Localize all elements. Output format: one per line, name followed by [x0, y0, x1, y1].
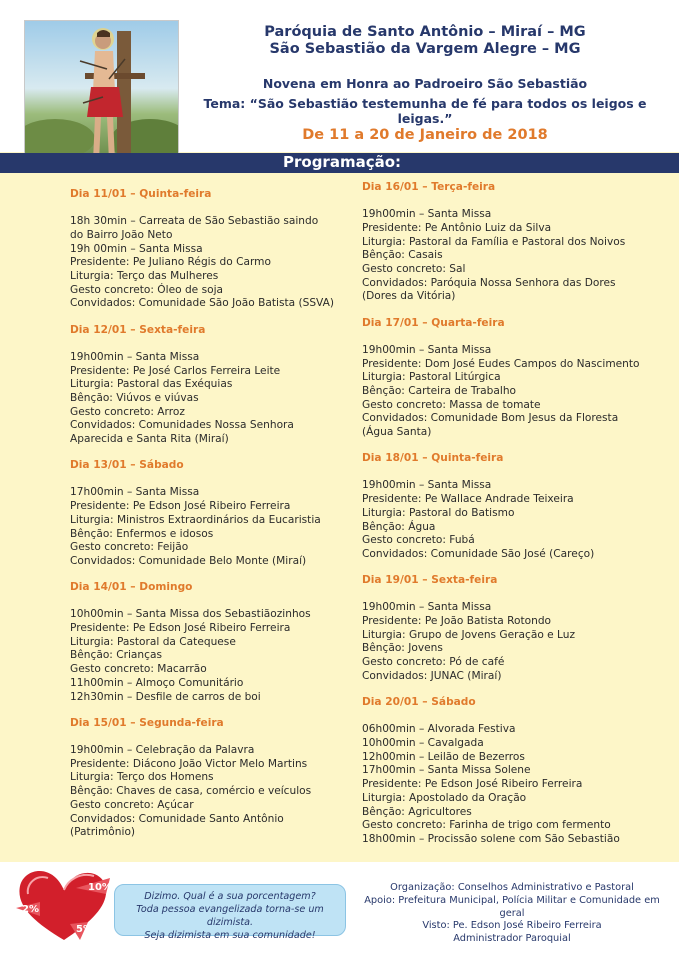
schedule-line: Gesto concreto: Sal: [362, 263, 466, 276]
day-title: Dia 20/01 – Sábado: [362, 696, 476, 709]
schedule-line: Bênção: Jovens: [362, 642, 443, 655]
schedule-line: (Água Santa): [362, 426, 432, 439]
day-block: [362, 317, 640, 440]
percent-2-label: 2%: [22, 904, 39, 915]
day-block: [362, 452, 640, 561]
schedule-line: Gesto concreto: Fubá: [362, 534, 475, 547]
schedule-line: Liturgia: Ministros Extraordinários da Eucaristia: [70, 513, 321, 526]
schedule-line: 19h00min – Santa Missa: [362, 208, 492, 221]
day-block: [70, 717, 334, 840]
percent-10-label: 10%: [88, 882, 112, 893]
tithe-line: Toda pessoa evangelizada torna-se um dizimista.: [136, 904, 324, 928]
schedule-line: Presidente: Pe Edson José Ribeiro Ferreira: [70, 500, 291, 513]
day-block: [70, 581, 334, 704]
schedule-line: Presidente: Pe Antônio Luiz da Silva: [362, 221, 552, 234]
schedule-line: Convidados: Comunidades Nossa Senhora: [70, 419, 294, 432]
schedule-line: 19h00min – Santa Missa: [362, 479, 492, 492]
heart-graphic: [14, 864, 114, 944]
schedule-line: 12h30min – Desfile de carros de boi: [70, 690, 261, 703]
schedule-line: Liturgia: Pastoral Litúrgica: [362, 371, 501, 384]
day-title: Dia 19/01 – Sexta-feira: [362, 574, 498, 587]
day-title: Dia 17/01 – Quarta-feira: [362, 316, 505, 329]
schedule-line: Convidados: Comunidade Belo Monte (Miraí): [70, 554, 307, 567]
day-title: Dia 15/01 – Segunda-feira: [70, 716, 224, 729]
day-block: [70, 459, 334, 568]
schedule-line: 11h00min – Almoço Comunitário: [70, 676, 244, 689]
schedule-line: Liturgia: Pastoral das Exéquias: [70, 378, 233, 391]
parish-name: Paróquia de Santo Antônio – Miraí – MG: [264, 24, 586, 40]
tithe-line: Dizimo. Qual é a sua porcentagem?: [144, 891, 316, 902]
schedule-line: 12h00min – Leilão de Bezerros: [362, 750, 525, 763]
tithe-line: Seja dizimista em sua comunidade!: [144, 930, 316, 941]
saint-illustration: [25, 21, 178, 171]
schedule-line: Presidente: Diácono João Victor Melo Martins: [70, 757, 308, 770]
schedule-line: Gesto concreto: Pó de café: [362, 656, 505, 669]
novena-theme: Tema: “São Sebastião testemunha de fé para todos os leigos e leigas.”: [203, 96, 647, 126]
schedule-line: Presidente: Pe Juliano Régis do Carmo: [70, 256, 271, 269]
section-title: Programação:: [283, 153, 402, 171]
tithe-message: [114, 884, 346, 941]
schedule-line: Convidados: Paróquia Nossa Senhora das Dores: [362, 276, 616, 289]
schedule-line: Convidados: Comunidade Bom Jesus da Floresta: [362, 412, 619, 425]
day-block: [362, 574, 640, 683]
schedule-line: 19h00min – Santa Missa: [362, 601, 492, 614]
schedule-line: Presidente: Pe Edson José Ribeiro Ferreira: [362, 778, 583, 791]
schedule-line: Bênção: Água: [362, 520, 436, 533]
schedule-line: Presidente: Pe Wallace Andrade Teixeira: [362, 493, 574, 506]
schedule-right-column: [362, 181, 640, 859]
schedule-line: 06h00min – Alvorada Festiva: [362, 723, 516, 736]
organization-info: [352, 882, 672, 946]
schedule-line: Gesto concreto: Feijão: [70, 541, 189, 554]
schedule-line: Convidados: Comunidade São José (Careço): [362, 547, 595, 560]
schedule-line: Liturgia: Terço das Mulheres: [70, 270, 219, 283]
schedule-line: (Patrimônio): [70, 826, 136, 839]
schedule-line: (Dores da Vitória): [362, 290, 456, 303]
schedule-line: Presidente: Pe José Carlos Ferreira Leite: [70, 364, 281, 377]
schedule-line: 19h00min – Santa Missa: [70, 350, 200, 363]
schedule-line: Bênção: Chaves de casa, comércio e veículos: [70, 785, 312, 798]
schedule-line: do Bairro João Neto: [70, 228, 173, 241]
schedule-line: 17h00min – Santa Missa: [70, 486, 200, 499]
schedule-line: Liturgia: Terço dos Homens: [70, 771, 214, 784]
org-line: Organização: Conselhos Administrativo e Pastoral: [390, 882, 634, 893]
schedule-line: Liturgia: Pastoral da Catequese: [70, 635, 236, 648]
day-title: Dia 11/01 – Quinta-feira: [70, 188, 212, 200]
day-block: [362, 696, 640, 847]
schedule-line: Bênção: Casais: [362, 249, 443, 262]
schedule-line: Liturgia: Apostolado da Oração: [362, 791, 527, 804]
org-line: Administrador Paroquial: [453, 933, 571, 945]
schedule-line: Aparecida e Santa Rita (Miraí): [70, 433, 229, 446]
org-line: Apoio: Prefeitura Municipal, Polícia Militar e Comunidade em geral: [364, 894, 660, 919]
schedule-line: Convidados: Comunidade Santo Antônio: [70, 812, 284, 825]
schedule-line: Liturgia: Pastoral da Família e Pastoral dos Noivos: [362, 235, 626, 248]
schedule-line: 10h00min – Santa Missa dos Sebastiãozinhos: [70, 608, 311, 621]
schedule-line: 10h00min – Cavalgada: [362, 737, 484, 749]
schedule-line: Bênção: Crianças: [70, 649, 162, 662]
schedule-line: Convidados: JUNAC (Miraí): [362, 669, 502, 682]
schedule-line: Presidente: Pe João Batista Rotondo: [362, 615, 552, 628]
schedule-line: 18h 30min – Carreata de São Sebastião saindo: [70, 215, 319, 228]
schedule-line: Liturgia: Grupo de Jovens Geração e Luz: [362, 628, 576, 641]
day-title: Dia 13/01 – Sábado: [70, 459, 184, 472]
schedule-line: 19h 00min – Santa Missa: [70, 242, 203, 255]
day-block: [70, 324, 334, 447]
schedule-line: Gesto concreto: Óleo de soja: [70, 283, 223, 296]
schedule-line: Bênção: Viúvos e viúvas: [70, 391, 199, 404]
percent-5-label: 5%: [76, 924, 93, 935]
schedule-line: Bênção: Carteira de Trabalho: [362, 384, 517, 397]
community-name: São Sebastião da Vargem Alegre – MG: [269, 41, 581, 57]
day-title: Dia 14/01 – Domingo: [70, 581, 193, 594]
schedule-line: Presidente: Dom José Eudes Campos do Nascimento: [362, 357, 640, 370]
schedule-line: Bênção: Agricultores: [362, 805, 472, 818]
schedule-line: Gesto concreto: Massa de tomate: [362, 398, 541, 411]
schedule-line: 18h00min – Procissão solene com São Sebastião: [362, 832, 620, 845]
schedule-line: Gesto concreto: Macarrão: [70, 663, 207, 676]
day-title: Dia 12/01 – Sexta-feira: [70, 323, 206, 336]
novena-dates: De 11 a 20 de Janeiro de 2018: [302, 127, 548, 143]
schedule-line: 19h00min – Celebração da Palavra: [70, 744, 255, 756]
schedule-line: Presidente: Pe Edson José Ribeiro Ferreira: [70, 622, 291, 635]
schedule-line: Gesto concreto: Farinha de trigo com fermento: [362, 819, 611, 832]
day-block: [70, 188, 334, 311]
schedule-left-column: [70, 188, 334, 852]
day-title: Dia 16/01 – Terça-feira: [362, 181, 496, 193]
day-block: [362, 181, 640, 304]
day-title: Dia 18/01 – Quinta-feira: [362, 452, 504, 465]
novena-title: Novena em Honra ao Padroeiro São Sebastião: [262, 76, 588, 91]
schedule-line: 17h00min – Santa Missa Solene: [362, 764, 531, 777]
org-line: Visto: Pe. Edson José Ribeiro Ferreira: [422, 920, 602, 932]
saint-sebastian-image: [24, 20, 179, 172]
schedule-line: Gesto concreto: Açúcar: [70, 798, 194, 811]
schedule-line: Bênção: Enfermos e idosos: [70, 527, 214, 540]
schedule-line: Liturgia: Pastoral do Batismo: [362, 506, 515, 519]
schedule-line: Convidados: Comunidade São João Batista (SSVA): [70, 297, 335, 310]
schedule-line: Gesto concreto: Arroz: [70, 405, 185, 418]
schedule-line: 19h00min – Santa Missa: [362, 343, 492, 356]
